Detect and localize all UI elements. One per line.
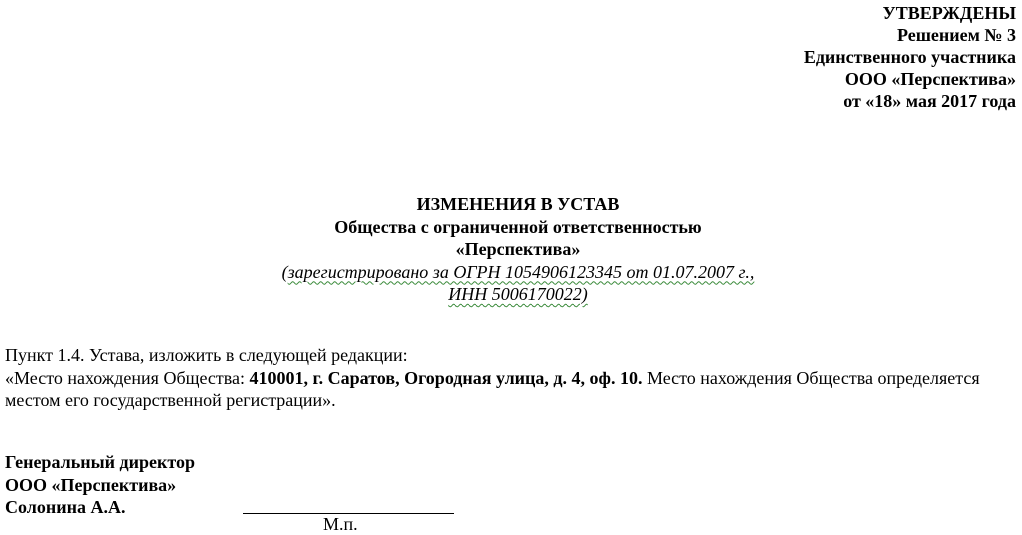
document-title-block bbox=[0, 193, 1022, 306]
registration-inn: ИНН 5006170022) bbox=[448, 284, 588, 304]
amendment-prefix: «Место нахождения Общества: bbox=[5, 367, 250, 388]
approval-participant: Единственного участника bbox=[803, 47, 1016, 67]
registration-ogrn: зарегистрировано за ОГРН 1054906123345 от 01.07.2007 г., bbox=[287, 261, 755, 282]
amendment-text bbox=[5, 344, 1022, 412]
amendment-suffix: Место нахождения Общества определяется bbox=[642, 367, 980, 388]
signature-block bbox=[5, 451, 195, 519]
registration-paren: ( bbox=[281, 261, 288, 282]
signatory-company: ООО «Перспектива» bbox=[5, 474, 177, 495]
amendment-line-2 bbox=[5, 367, 1022, 390]
amendment-line-3: местом его государственной регистрации». bbox=[5, 390, 336, 410]
registration-line-1 bbox=[0, 261, 1022, 284]
stamp-label: М.п. bbox=[323, 514, 358, 534]
signatory-position: Генеральный директор bbox=[5, 452, 195, 472]
approval-company: ООО «Перспектива» bbox=[844, 69, 1016, 89]
org-name: «Перспектива» bbox=[455, 239, 581, 259]
org-type: Общества с ограниченной ответственностью bbox=[334, 216, 702, 237]
amendment-address: 410001, г. Саратов, Огородная улица, д. 4, оф. 10. bbox=[249, 367, 643, 388]
document-title: ИЗМЕНЕНИЯ В УСТАВ bbox=[416, 194, 620, 214]
approval-date: от «18» мая 2017 года bbox=[843, 91, 1016, 111]
approval-heading: УТВЕРЖДЕНЫ bbox=[882, 3, 1016, 23]
approval-block bbox=[804, 2, 1016, 112]
amendment-intro: Пункт 1.4. Устава, изложить в следующей редакции: bbox=[5, 345, 408, 365]
registration-line-2 bbox=[0, 283, 1022, 306]
signatory-name: Солонина А.А. bbox=[5, 497, 126, 517]
approval-decision-number: Решением № 3 bbox=[896, 25, 1016, 45]
